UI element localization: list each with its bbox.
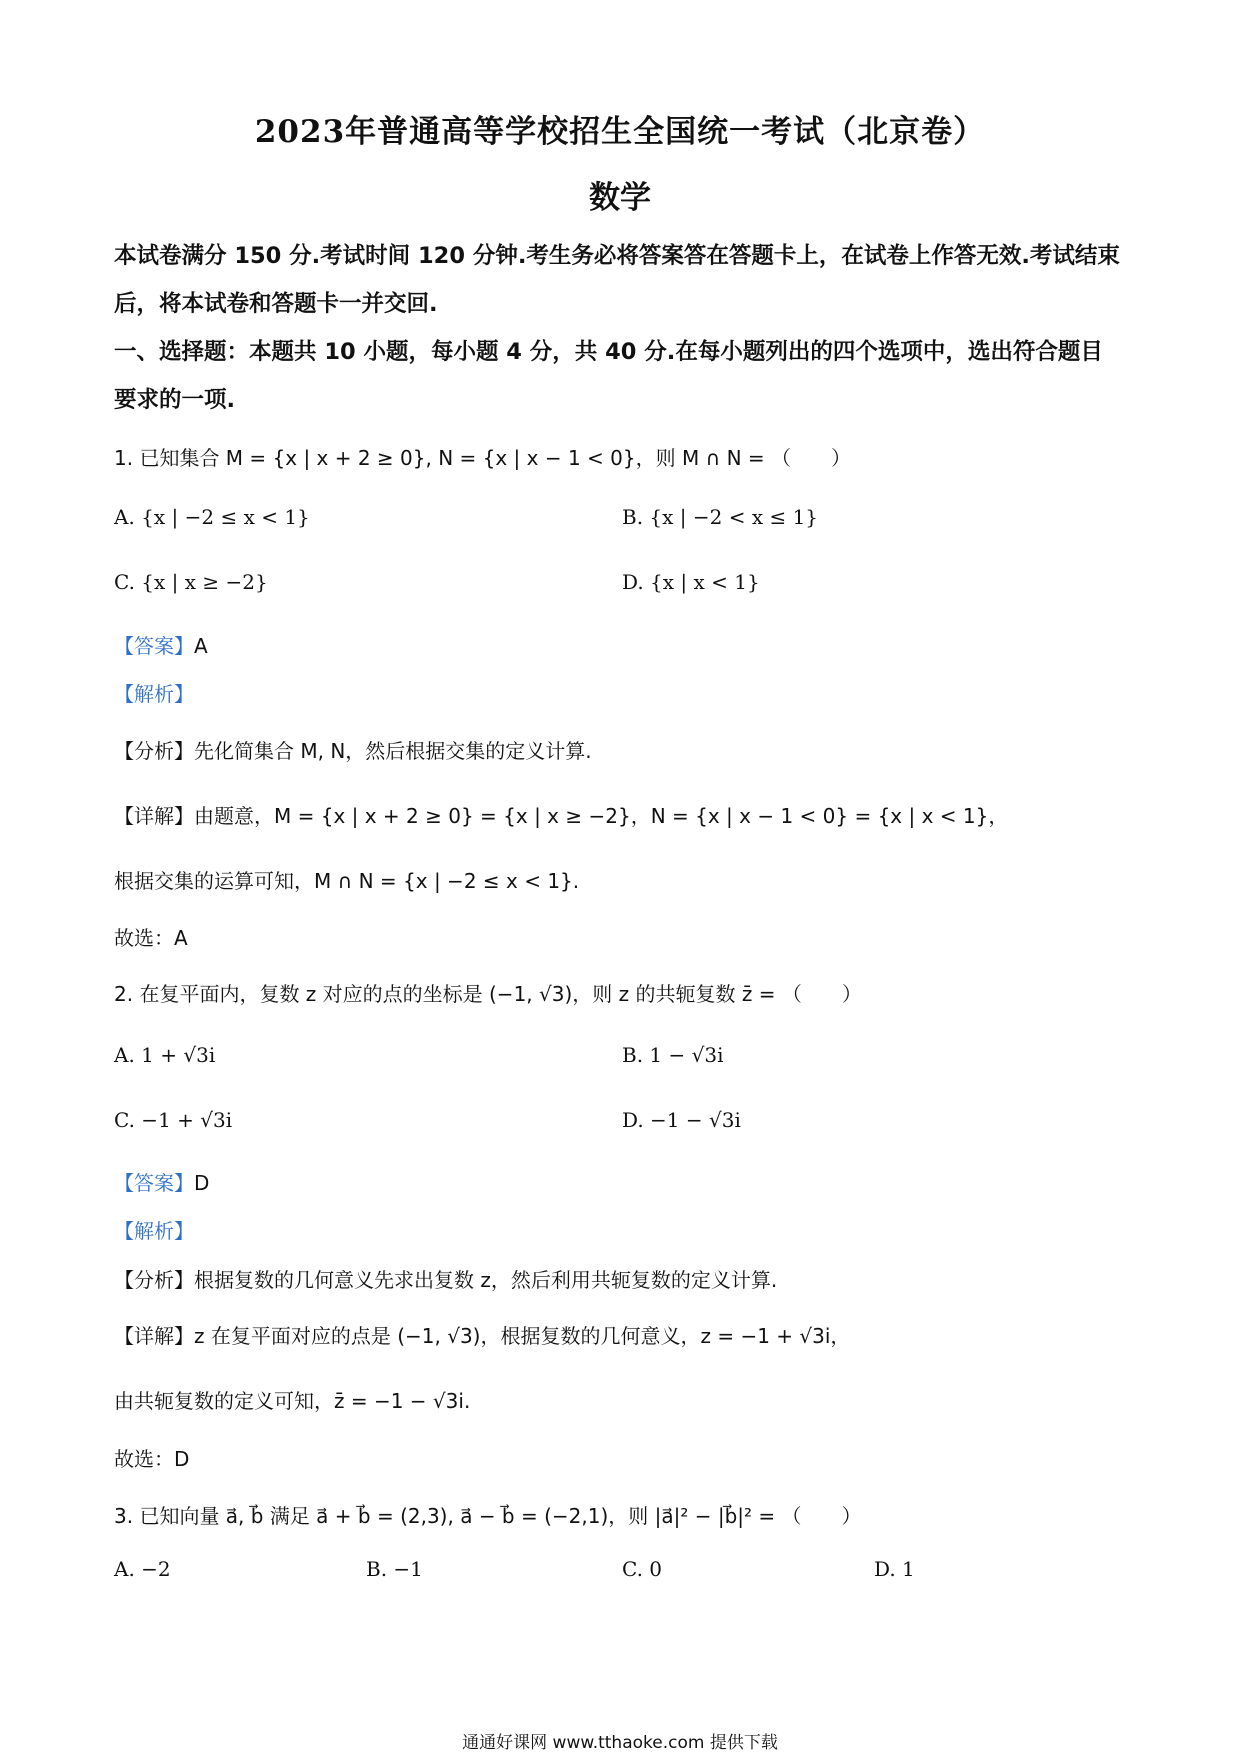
detail-tag: 【详解】 [114, 1324, 194, 1348]
q2-detail-line [114, 1320, 850, 1349]
q2-choose: 故选：D [114, 1447, 190, 1471]
q2-option-a: A. 1 + √3i [114, 1043, 216, 1067]
answer-tag: 【答案】 [114, 634, 194, 658]
analysis-tag: 【分析】 [114, 1268, 194, 1292]
q2-option-b: B. 1 − √3i [622, 1043, 724, 1067]
q1-detail: 由题意，M = {x | x + 2 ≥ 0} = {x | x ≥ −2}，N = {x | x − 1 < 0} = {x | x < 1}， [194, 804, 1009, 828]
q2-answer-line [114, 1167, 209, 1196]
detail-tag: 【详解】 [114, 804, 194, 828]
q1-answer-line [114, 630, 208, 659]
page-footer: 通通好课网 www.tthaoke.com 提供下载 [462, 1733, 778, 1753]
q2-detail: z 在复平面对应的点是 (−1, √3)，根据复数的几何意义，z = −1 + √3i， [194, 1324, 851, 1348]
q3-option-d: D. 1 [874, 1557, 915, 1581]
q1-jiexi-line [114, 678, 194, 707]
question-1-stem: 1. 已知集合 M = {x | x + 2 ≥ 0}, N = {x | x − 1 < 0}，则 M ∩ N = （ ） [114, 446, 852, 470]
q1-option-b: B. {x | −2 < x ≤ 1} [622, 505, 819, 529]
question-3-stem: 3. 已知向量 a⃗, b⃗ 满足 a⃗ + b⃗ = (2,3), a⃗ − b⃗ = (−2,1)，则 |a⃗|² − |b⃗|² = （ ） [114, 1504, 862, 1528]
jiexi-tag: 【解析】 [114, 1219, 194, 1243]
q2-option-d: D. −1 − √3i [622, 1108, 741, 1132]
analysis-tag: 【分析】 [114, 739, 194, 763]
q1-choose: 故选：A [114, 926, 188, 950]
q3-option-c: C. 0 [622, 1557, 663, 1581]
q1-analysis-line [114, 735, 592, 764]
exam-title: 2023年普通高等学校招生全国统一考试（北京卷） [254, 114, 986, 150]
q2-detail-line-2: 由共轭复数的定义可知，z̄ = −1 − √3i. [114, 1389, 471, 1413]
q1-detail-line-2: 根据交集的运算可知，M ∩ N = {x | −2 ≤ x < 1}. [114, 869, 580, 893]
jiexi-tag: 【解析】 [114, 682, 194, 706]
q1-option-d: D. {x | x < 1} [622, 570, 760, 594]
answer-tag: 【答案】 [114, 1171, 194, 1195]
q1-detail-line [114, 800, 1008, 829]
q2-option-c: C. −1 + √3i [114, 1108, 233, 1132]
q1-option-a: A. {x | −2 ≤ x < 1} [114, 505, 310, 529]
section-heading: 一、选择题：本题共 10 小题，每小题 4 分，共 40 分.在每小题列出的四个选项中，选出符合题目要求的一项. [114, 339, 1103, 413]
q2-answer: D [194, 1171, 210, 1195]
q3-option-a: A. −2 [114, 1557, 171, 1581]
q3-option-b: B. −1 [366, 1557, 423, 1581]
q1-answer: A [194, 634, 208, 658]
q2-jiexi-line [114, 1215, 194, 1244]
q2-analysis: 根据复数的几何意义先求出复数 z，然后利用共轭复数的定义计算. [194, 1268, 778, 1292]
instructions-text: 本试卷满分 150 分.考试时间 120 分钟.考生务必将答案答在答题卡上，在试卷上作答无效.考试结束后，将本试卷和答题卡一并交回. [114, 243, 1120, 317]
question-2-stem: 2. 在复平面内，复数 z 对应的点的坐标是 (−1, √3)，则 z 的共轭复数 z̄ = （ ） [114, 982, 862, 1006]
q1-option-c: C. {x | x ≥ −2} [114, 570, 268, 594]
q1-analysis: 先化简集合 M, N，然后根据交集的定义计算. [194, 739, 592, 763]
subject-title: 数学 [589, 180, 651, 216]
q2-analysis-line [114, 1264, 777, 1293]
